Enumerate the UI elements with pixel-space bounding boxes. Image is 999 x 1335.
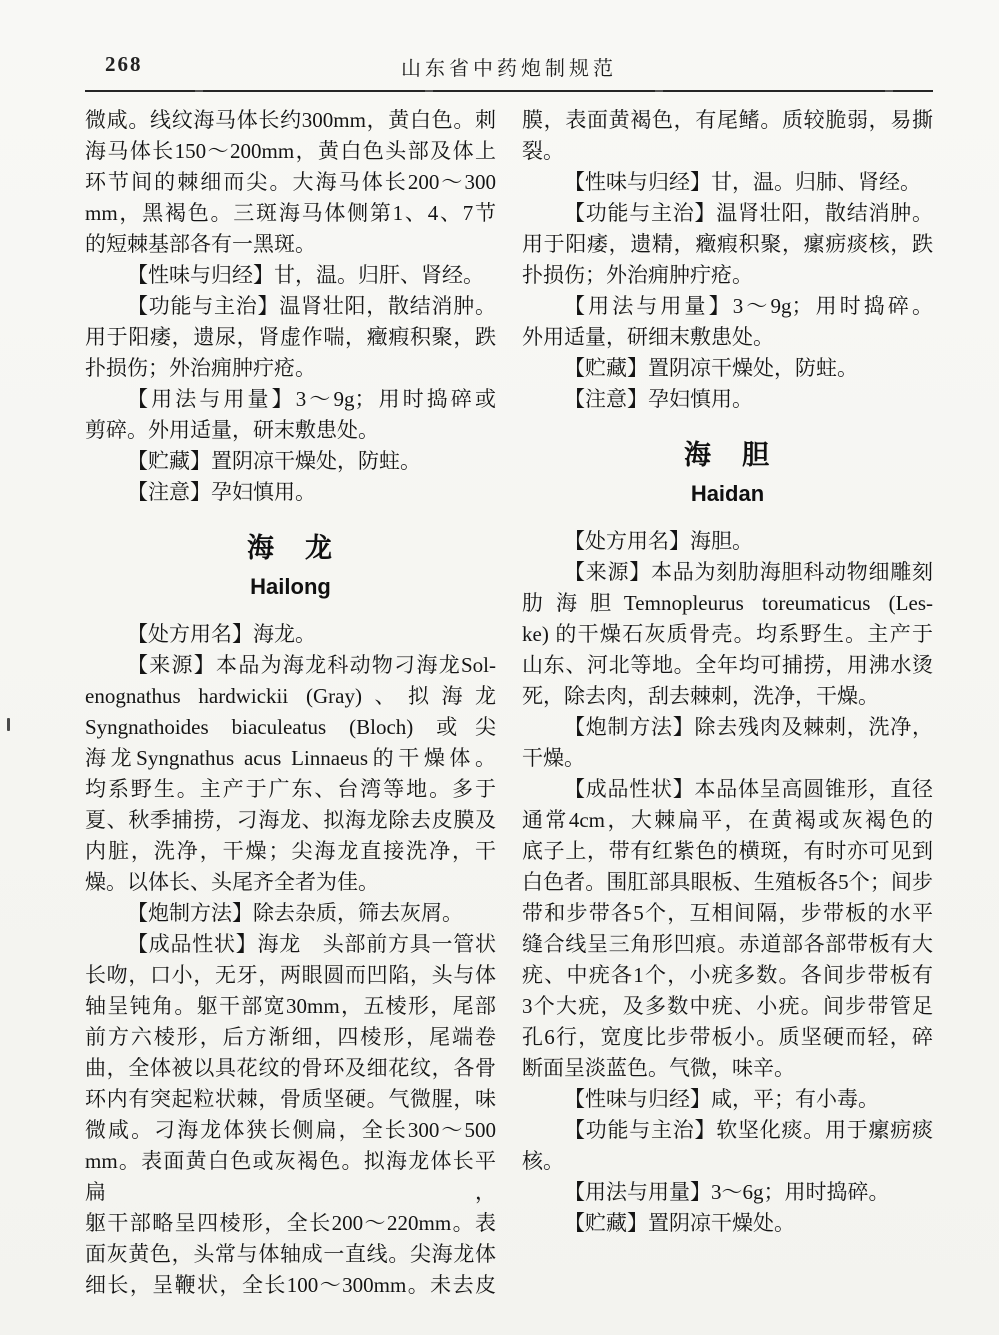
text-line: 【性味与归经】咸，平；有小毒。 bbox=[564, 1087, 879, 1111]
header-rule bbox=[85, 90, 933, 92]
text-line: 环内有突起粒状棘，骨质坚硬。气微腥，味 bbox=[85, 1087, 496, 1111]
text-line: 【成品性状】本品体呈高圆锥形，直径 bbox=[564, 777, 933, 801]
text-line: 山东、河北等地。全年均可捕捞，用沸水烫 bbox=[522, 653, 933, 677]
text-line: 膜，表面黄褐色，有尾鳍。质较脆弱，易撕 bbox=[522, 108, 933, 132]
text-line: 【用法与用量】3～6g；用时捣碎。 bbox=[564, 1180, 890, 1204]
text-line: 断面呈淡蓝色。气微，味辛。 bbox=[522, 1056, 795, 1080]
text-line: 孔6行，宽度比步带板小。质坚硬而轻，碎 bbox=[522, 1025, 933, 1049]
text-line: mm，黑褐色。三斑海马体侧第1、4、7节 bbox=[85, 201, 496, 225]
text-line: 细长，呈鞭状，全长100～300mm。未去皮 bbox=[85, 1273, 496, 1297]
text-line: 【处方用名】海龙。 bbox=[127, 622, 316, 646]
text-line: 死，除去肉，刮去棘刺，洗净，干燥。 bbox=[522, 684, 879, 708]
monograph-title-zh: 海 胆 bbox=[684, 440, 771, 470]
text-line: 肋海胆Temnopleurus toreumaticus (Les- bbox=[522, 591, 933, 615]
text-line: 长吻，口小，无牙，两眼圆而凹陷，头与体 bbox=[85, 963, 496, 987]
text-line: 【性味与归经】甘，温。归肝、肾经。 bbox=[127, 263, 484, 287]
right-column bbox=[522, 105, 933, 1301]
text-line: 轴呈钝角。躯干部宽30mm，五棱形，尾部 bbox=[85, 994, 496, 1018]
text-line: mm。表面黄白色或灰褐色。拟海龙体长平扁， bbox=[85, 1149, 496, 1204]
text-line: 躯干部略呈四棱形，全长200～220mm。表 bbox=[85, 1211, 496, 1235]
text-line: 【炮制方法】除去杂质，筛去灰屑。 bbox=[127, 901, 463, 925]
monograph-title-pinyin: Hailong bbox=[250, 574, 331, 599]
text-line: 【贮藏】置阴凉干燥处，防蛀。 bbox=[127, 449, 421, 473]
text-line: 均系野生。主产于广东、台湾等地。多于 bbox=[85, 777, 496, 801]
text-line: 3个大疣，及多数中疣、小疣。间步带管足 bbox=[522, 994, 933, 1018]
text-line: 前方六棱形，后方渐细，四棱形，尾端卷 bbox=[85, 1025, 496, 1049]
text-line: 【功能与主治】软坚化痰。用于瘰疬痰 bbox=[564, 1118, 933, 1142]
text-line: 微咸。线纹海马体长约300mm，黄白色。刺 bbox=[85, 108, 496, 132]
text-line: 白色者。围肛部具眼板、生殖板各5个；间步 bbox=[522, 870, 933, 894]
text-line: 【用法与用量】3～9g；用时捣碎或 bbox=[127, 387, 496, 411]
text-line: 【来源】本品为海龙科动物刁海龙Sol- bbox=[127, 653, 496, 677]
text-line: 【成品性状】海龙 头部前方具一管状 bbox=[127, 932, 496, 956]
text-line: 用于阳痿，遗精，癥瘕积聚，瘰疬痰核，跌 bbox=[522, 232, 933, 256]
text-line: 扑损伤；外治痈肿疔疮。 bbox=[522, 263, 753, 287]
page-number: 268 bbox=[105, 52, 143, 76]
text-line: 剪碎。外用适量，研末敷患处。 bbox=[85, 418, 379, 442]
scan-artifact-mark bbox=[7, 718, 10, 731]
running-header-title: 山东省中药炮制规范 bbox=[401, 58, 617, 80]
text-line: 【注意】孕妇慎用。 bbox=[564, 387, 753, 411]
text-line: 内脏，洗净，干燥；尖海龙直接洗净，干 bbox=[85, 839, 496, 863]
text-line: 曲，全体被以具花纹的骨环及细花纹，各骨 bbox=[85, 1056, 496, 1080]
text-line: ke) 的干燥石灰质骨壳。均系野生。主产于 bbox=[522, 622, 933, 646]
text-line: 【功能与主治】温肾壮阳，散结消肿。 bbox=[564, 201, 933, 225]
monograph-heading bbox=[522, 440, 933, 509]
text-line: 【贮藏】置阴凉干燥处。 bbox=[564, 1211, 795, 1235]
text-line: 【贮藏】置阴凉干燥处，防蛀。 bbox=[564, 356, 858, 380]
text-line: 燥。以体长、头尾齐全者为佳。 bbox=[85, 870, 379, 894]
monograph-heading bbox=[85, 533, 496, 602]
text-line: 【来源】本品为刻肋海胆科动物细雕刻 bbox=[564, 560, 933, 584]
text-line: 【注意】孕妇慎用。 bbox=[127, 480, 316, 504]
text-line: 扑损伤；外治痈肿疔疮。 bbox=[85, 356, 316, 380]
text-line: 干燥。 bbox=[522, 746, 585, 770]
text-line: 【性味与归经】甘，温。归肺、肾经。 bbox=[564, 170, 921, 194]
text-line: 带和步带各5个，互相间隔，步带板的水平 bbox=[522, 901, 933, 925]
monograph-title-zh: 海 龙 bbox=[247, 533, 334, 563]
text-line: 疣、中疣各1个，小疣多数。各间步带板有 bbox=[522, 963, 933, 987]
left-column bbox=[85, 105, 496, 1301]
text-line: 【处方用名】海胆。 bbox=[564, 529, 753, 553]
text-line: 海马体长150～200mm，黄白色头部及体上 bbox=[85, 139, 496, 163]
page-header bbox=[85, 50, 933, 80]
text-line: 海龙Syngnathus acus Linnaeus的干燥体。 bbox=[85, 746, 496, 770]
text-line: 底子上，带有红紫色的横斑，有时亦可见到 bbox=[522, 839, 933, 863]
monograph-title-pinyin: Haidan bbox=[690, 481, 765, 506]
text-line: 核。 bbox=[522, 1149, 564, 1173]
text-line: enognathus hardwickii (Gray)、拟海龙 bbox=[85, 684, 496, 708]
text-line: 【用法与用量】3～9g；用时捣碎。 bbox=[564, 294, 933, 318]
text-line: 用于阳痿，遗尿，肾虚作喘，癥瘕积聚，跌 bbox=[85, 325, 496, 349]
text-line: 微咸。刁海龙体狭长侧扁，全长300～500 bbox=[85, 1118, 496, 1142]
text-line: 【炮制方法】除去残肉及棘刺，洗净， bbox=[564, 715, 933, 739]
content bbox=[85, 105, 933, 1301]
text-line: 外用适量，研细末敷患处。 bbox=[522, 325, 774, 349]
text-line: 面灰黄色，头常与体轴成一直线。尖海龙体 bbox=[85, 1242, 496, 1266]
text-line: 的短棘基部各有一黑斑。 bbox=[85, 232, 316, 256]
text-line: Syngnathoides biaculeatus (Bloch) 或尖 bbox=[85, 715, 496, 739]
text-line: 【功能与主治】温肾壮阳，散结消肿。 bbox=[127, 294, 496, 318]
text-line: 环节间的棘细而尖。大海马体长200～300 bbox=[85, 170, 496, 194]
text-line: 通常4cm，大棘扁平，在黄褐或灰褐色的 bbox=[522, 808, 933, 832]
text-line: 夏、秋季捕捞，刁海龙、拟海龙除去皮膜及 bbox=[85, 808, 496, 832]
text-line: 裂。 bbox=[522, 139, 564, 163]
text-line: 缝合线呈三角形凹痕。赤道部各部带板有大 bbox=[522, 932, 933, 956]
